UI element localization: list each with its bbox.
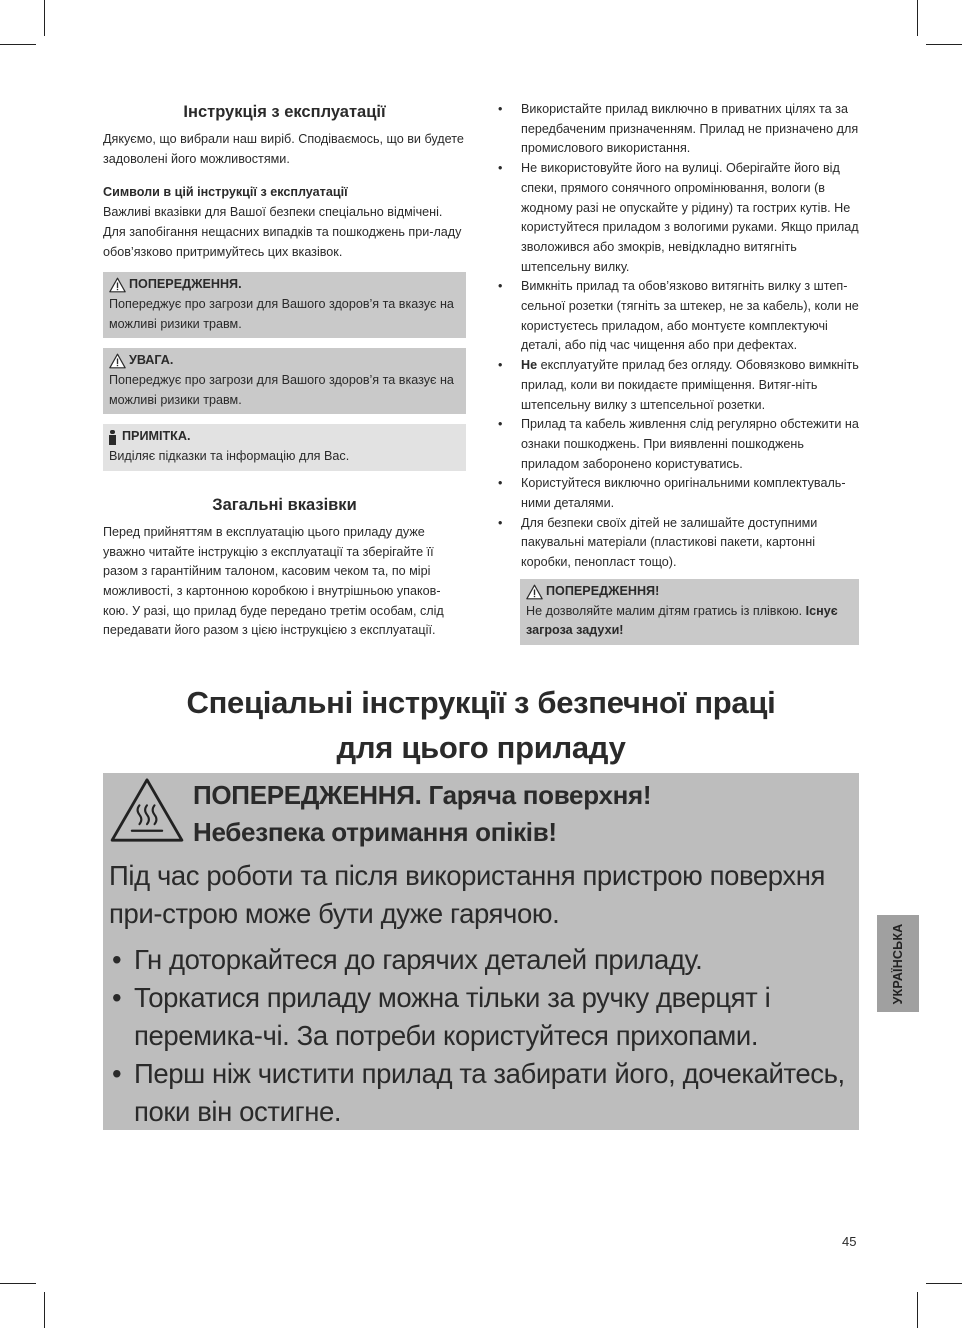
list-item: • Вимкніть прилад та обов’язково витягніть вилку з штеп-сельної розетки (тягніть за штекер, не за кабель), коли не користуєтесь приладом, або монтуєте комплектуючі деталі, або під час чищення або при дефектах.: [498, 277, 859, 356]
page-number: 45: [842, 1234, 857, 1249]
crop-mark: [0, 1283, 36, 1284]
child-warning-bold: Існує загроза задухи!: [526, 603, 838, 638]
right-column: [498, 100, 859, 645]
warning-triangle-icon: [109, 277, 126, 293]
symbols-title: Символи в цій інструкції з експлуатації: [103, 185, 348, 200]
list-item-rest: експлуатуйте прилад без огляду. Обовязково вимкніть прилад, коли ви покидаєте приміщення. Витяг-ніть штепсельну вилку з штепсельної розетки.: [521, 358, 859, 412]
special-title-line1: Спеціальні інструкції з безпечної праці: [186, 685, 776, 720]
hot-surface-heading-line2: Небезпека отримання опіків!: [193, 817, 557, 847]
caution-box-head: [109, 351, 460, 371]
hot-surface-heading: [193, 777, 651, 851]
left-column: [103, 100, 466, 641]
child-warning-text: [526, 602, 853, 641]
note-box: [103, 424, 466, 470]
list-item: • Користуйтеся виключно оригінальними комплектуваль-ними деталями.: [498, 474, 859, 513]
child-warning-label: ПОПЕРЕДЖЕННЯ!: [546, 583, 660, 598]
child-warning-box: [520, 579, 859, 645]
language-label: УКРАЇНСЬКА: [891, 923, 905, 1004]
warning-triangle-icon: [109, 353, 126, 369]
hot-surface-icon: [109, 777, 185, 843]
hot-surface-body: [109, 857, 849, 1131]
crop-mark: [44, 0, 45, 36]
crop-mark: [926, 44, 962, 45]
list-item: • Гн доторкайтеся до гарячих деталей приладу.: [109, 941, 849, 979]
intro-text: Дякуємо, що вибрали наш виріб. Сподіваємось, що ви будете задоволені його можливостями.: [103, 132, 464, 166]
caution-box-text: Попереджує про загрози для Вашого здоров’я та вказує на можливі ризики травм.: [109, 373, 454, 407]
info-icon: [109, 430, 116, 445]
note-box-text: Виділяє підказки та інформацію для Вас.: [109, 449, 350, 464]
crop-mark: [926, 1283, 962, 1284]
caution-box: [103, 348, 466, 414]
note-box-label: ПРИМІТКА.: [122, 429, 191, 444]
list-item: • Торкатися приладу можна тільки за ручку дверцят і перемика-чі. За потреби користуйтеся прихопами.: [109, 979, 849, 1055]
warning-triangle-icon: [526, 584, 543, 600]
list-item: [498, 356, 859, 415]
safety-bullet-list: [498, 100, 859, 573]
hot-surface-bullets: [109, 941, 849, 1131]
crop-mark: [917, 1292, 918, 1328]
general-title: Загальні вказівки: [212, 495, 357, 514]
warning-box-head: [109, 275, 460, 295]
list-item: • Для безпеки своїх дітей не залишайте доступними пакувальні матеріали (пластикові пакети, картонні коробки, пенопласт тощо).: [498, 514, 859, 573]
crop-mark: [44, 1292, 45, 1328]
intro-title: Інструкція з експлуатації: [183, 103, 386, 121]
warning-box-label: ПОПЕРЕДЖЕННЯ.: [129, 277, 242, 292]
hot-surface-heading-line1: ПОПЕРЕДЖЕННЯ. Гаряча поверхня!: [193, 780, 652, 810]
general-text: Перед прийняттям в експлуатацію цього приладу дуже уважно читайте інструкцію з експлуатації та зберігайте її разом з гарантійним талоном, касовим чеком та, по мірі можливості, з картонною коробкою і внутрішньою упаков-кою. У разі, що прилад буде передано третім особам, слід передавати його разом з цією інструкцією з експлуатації.: [103, 524, 444, 638]
crop-mark: [917, 0, 918, 36]
child-warning-head: [526, 582, 853, 602]
warning-box-text: Попереджує про загрози для Вашого здоров’я та вказує на можливі ризики травм.: [109, 296, 454, 331]
special-instructions-title: [103, 680, 859, 770]
hot-surface-text: Під час роботи та після використання пристрою поверхня при-строю може бути дуже гарячою.: [109, 860, 825, 929]
list-item-bold: Не: [521, 358, 538, 373]
warning-box: [103, 272, 466, 338]
language-side-tab: [877, 915, 919, 1012]
list-item: • Перш ніж чистити прилад та забирати його, дочекайтесь, поки він остигне.: [109, 1055, 849, 1131]
crop-mark: [0, 44, 36, 45]
list-item: • Використайте прилад виключно в приватних цілях та за передбаченим призначенням. Прилад не призначено для промислового використання.: [498, 100, 859, 159]
child-warning-plain: Не дозволяйте малим дітям гратись із плівкою.: [526, 603, 803, 618]
list-item: • Прилад та кабель живлення слід регулярно обстежити на ознаки пошкоджень. При виявленні пошкоджень приладом заборонено користуватись.: [498, 415, 859, 474]
note-box-head: [109, 427, 460, 447]
list-item: • Не використовуйте його на вулиці. Оберігайте його від спеки, прямого сонячного опромінювання, вологи (в жодному разі не опускайте у рідину) та гострих кутів. Не користуйтеся приладом з вологими руками. Якщо прилад зволожився або змокрів, невідкладно витягніть штепсельну вилку.: [498, 159, 859, 277]
special-title-line2: для цього приладу: [336, 730, 626, 765]
caution-box-label: УВАГА.: [129, 353, 174, 368]
symbols-text: Важливі вказівки для Вашої безпеки спеціально відмічені. Для запобігання нещасних випадків та пошкоджень при-ладу обов’язково притримуйтесь цих вказівок.: [103, 205, 462, 259]
hot-surface-warning-block: [103, 773, 859, 1130]
